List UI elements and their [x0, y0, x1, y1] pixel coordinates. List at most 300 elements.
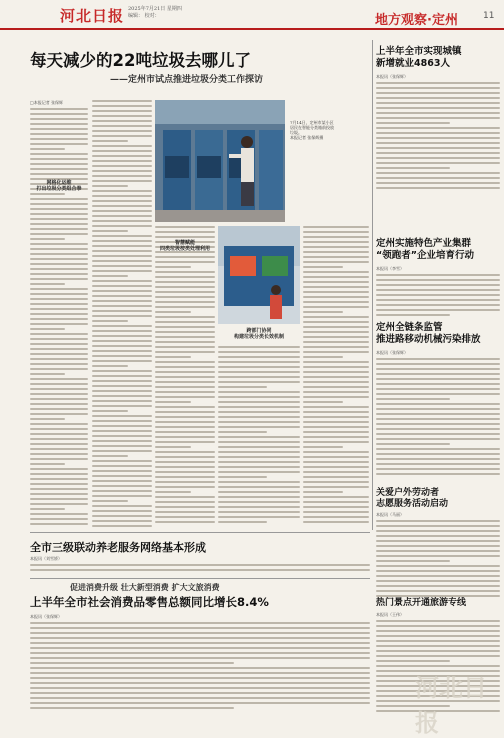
- text-line: [218, 481, 300, 483]
- text-line: [303, 431, 369, 433]
- right-story-5-title: 热门景点开通旅游专线: [376, 598, 467, 608]
- text-line: [155, 406, 215, 408]
- main-byline: □本报记者 张保辉: [30, 100, 64, 105]
- text-line: [376, 570, 500, 572]
- story-photo-2: [218, 226, 300, 324]
- text-line: [376, 645, 500, 647]
- text-line: [155, 431, 215, 433]
- text-line: [30, 642, 370, 644]
- text-line: [92, 120, 152, 122]
- text-line: [92, 325, 152, 327]
- main-story-col-1: [30, 100, 88, 530]
- text-line: [92, 210, 152, 212]
- text-line: [303, 366, 369, 368]
- text-line: [218, 386, 267, 388]
- subhead-3: 跨部门协同 构建垃圾分类长效机制: [233, 328, 284, 340]
- text-line: [218, 471, 300, 473]
- text-line: [303, 311, 343, 313]
- text-line: [92, 280, 152, 282]
- text-line: [303, 416, 369, 418]
- text-line: [376, 555, 500, 557]
- text-line: [92, 285, 152, 287]
- text-line: [155, 331, 215, 333]
- text-line: [218, 346, 300, 348]
- text-line: [376, 162, 500, 164]
- text-line: [30, 503, 88, 505]
- text-line: [303, 271, 369, 273]
- text-line: [30, 408, 88, 410]
- text-line: [30, 333, 88, 335]
- text-line: [30, 569, 370, 571]
- text-line: [30, 108, 88, 110]
- text-line: [376, 122, 450, 124]
- text-line: [30, 263, 88, 265]
- text-line: [30, 163, 88, 165]
- text-line: [30, 323, 88, 325]
- text-line: [30, 283, 65, 285]
- text-line: [376, 545, 500, 547]
- text-line: [92, 510, 152, 512]
- text-line: [92, 195, 152, 197]
- text-line: [376, 463, 500, 465]
- text-line: [376, 635, 500, 637]
- text-line: [92, 290, 152, 292]
- main-story-col-3: [155, 226, 215, 526]
- text-line: [92, 400, 152, 402]
- text-line: [376, 560, 450, 562]
- text-line: [30, 378, 88, 380]
- text-line: [376, 565, 500, 567]
- text-line: [376, 132, 500, 134]
- text-line: [218, 411, 300, 413]
- text-line: [303, 316, 369, 318]
- text-line: [92, 480, 152, 482]
- text-line: [30, 128, 88, 130]
- text-line: [30, 418, 65, 420]
- text-line: [92, 465, 152, 467]
- text-line: [218, 391, 300, 393]
- text-line: [30, 667, 370, 669]
- text-line: [30, 143, 88, 145]
- text-line: [376, 468, 500, 470]
- text-line: [155, 286, 215, 288]
- text-line: [303, 421, 369, 423]
- text-line: [303, 231, 369, 233]
- text-line: [218, 476, 267, 478]
- text-line: [30, 627, 370, 629]
- text-line: [30, 513, 88, 515]
- text-line: [303, 426, 369, 428]
- text-line: [30, 133, 88, 135]
- text-line: [30, 453, 88, 455]
- right-story-1-title: 上半年全市实现城镇 新增就业4863人: [376, 46, 462, 69]
- text-line: [155, 321, 215, 323]
- text-line: [376, 640, 500, 642]
- text-line: [30, 138, 88, 140]
- text-line: [155, 456, 215, 458]
- banner-2-rule: [30, 578, 370, 579]
- text-line: [92, 515, 152, 517]
- text-line: [376, 473, 500, 475]
- text-line: [92, 115, 152, 117]
- text-line: [30, 443, 88, 445]
- text-line: [376, 428, 500, 430]
- banner-2-title: 上半年全市社会消费品零售总额同比增长8.4%: [30, 595, 269, 609]
- text-line: [30, 483, 88, 485]
- text-line: [376, 187, 500, 189]
- text-line: [303, 391, 369, 393]
- main-story-col-4: [218, 346, 300, 526]
- text-line: [303, 441, 369, 443]
- text-line: [376, 368, 500, 370]
- text-line: [30, 368, 88, 370]
- text-line: [92, 240, 152, 242]
- text-line: [30, 682, 370, 684]
- text-line: [92, 170, 152, 172]
- text-line: [30, 173, 88, 175]
- text-line: [155, 336, 215, 338]
- text-line: [376, 167, 450, 169]
- text-line: [218, 381, 300, 383]
- text-line: [92, 260, 152, 262]
- text-line: [376, 585, 500, 587]
- text-line: [376, 279, 500, 281]
- text-line: [30, 448, 88, 450]
- text-line: [376, 82, 500, 84]
- text-line: [303, 466, 369, 468]
- text-line: [30, 308, 88, 310]
- text-line: [92, 130, 152, 132]
- text-line: [303, 301, 369, 303]
- right-story-4-title: 关爱户外劳动者 志愿服务活动启动: [376, 488, 449, 509]
- masthead: [0, 0, 504, 30]
- text-line: [92, 245, 152, 247]
- text-line: [155, 301, 215, 303]
- text-line: [218, 501, 300, 503]
- text-line: [92, 330, 152, 332]
- text-line: [376, 655, 500, 657]
- text-line: [155, 386, 215, 388]
- text-line: [303, 471, 369, 473]
- text-line: [303, 291, 369, 293]
- banner-1-title: 全市三级联动养老服务网络基本形成: [30, 541, 206, 554]
- text-line: [376, 112, 500, 114]
- text-line: [92, 235, 152, 237]
- text-line: [92, 460, 152, 462]
- text-line: [30, 343, 88, 345]
- text-line: [30, 677, 370, 679]
- text-line: [376, 299, 500, 301]
- text-line: [155, 521, 215, 523]
- right-story-3-title: 定州全链条监管 推进路移动机械污染排放: [376, 322, 481, 345]
- text-line: [92, 355, 152, 357]
- text-line: [376, 157, 500, 159]
- text-line: [92, 385, 152, 387]
- text-line: [218, 466, 300, 468]
- text-line: [92, 420, 152, 422]
- text-line: [376, 443, 450, 445]
- main-story-col-2: [92, 100, 152, 530]
- text-line: [92, 180, 152, 182]
- text-line: [30, 213, 88, 215]
- text-line: [303, 436, 369, 438]
- text-line: [30, 218, 88, 220]
- text-line: [30, 478, 88, 480]
- text-line: [30, 413, 88, 415]
- text-line: [92, 495, 152, 497]
- text-line: [376, 530, 500, 532]
- text-line: [30, 564, 370, 566]
- text-line: [303, 481, 369, 483]
- text-line: [376, 284, 500, 286]
- text-line: [376, 127, 500, 129]
- text-line: [155, 476, 215, 478]
- text-line: [30, 498, 88, 500]
- right-story-3-body: 本报讯（张保辉）: [376, 350, 500, 480]
- text-line: [155, 491, 191, 493]
- text-line: [92, 520, 152, 522]
- text-line: [155, 326, 215, 328]
- text-line: [376, 97, 500, 99]
- section-title: 地方观察·定州: [375, 13, 458, 28]
- text-line: [30, 298, 88, 300]
- text-line: [303, 236, 369, 238]
- text-line: [92, 145, 152, 147]
- right-story-4-body: 本报讯（马丽）: [376, 512, 500, 602]
- text-line: [92, 470, 152, 472]
- text-line: [303, 511, 369, 513]
- text-line: [376, 102, 500, 104]
- text-line: [30, 657, 370, 659]
- text-line: [92, 435, 152, 437]
- text-line: [30, 388, 88, 390]
- banner-2-kicker: 促进消费升级 壮大新型消费 扩大文旅消费: [70, 583, 220, 592]
- page-number: 11: [483, 11, 495, 21]
- text-line: [92, 505, 152, 507]
- text-line: [376, 575, 500, 577]
- text-line: [92, 255, 152, 257]
- text-line: [218, 366, 300, 368]
- text-line: [376, 383, 500, 385]
- text-line: [30, 148, 65, 150]
- text-line: [303, 406, 369, 408]
- text-line: [218, 426, 300, 428]
- text-line: [376, 580, 500, 582]
- text-line: [376, 87, 500, 89]
- text-line: [30, 278, 88, 280]
- text-line: [30, 652, 370, 654]
- text-line: [30, 672, 370, 674]
- text-line: [155, 501, 215, 503]
- text-line: [376, 660, 450, 662]
- text-line: [30, 338, 88, 340]
- text-line: [30, 687, 370, 689]
- text-line: [30, 662, 234, 664]
- text-line: [92, 350, 152, 352]
- text-line: [303, 451, 369, 453]
- text-line: [155, 376, 215, 378]
- text-line: [376, 590, 500, 592]
- text-line: [303, 276, 369, 278]
- text-line: [155, 421, 215, 423]
- text-line: [376, 453, 500, 455]
- text-line: [30, 318, 88, 320]
- text-line: [30, 433, 88, 435]
- text-line: [155, 471, 215, 473]
- text-line: [303, 326, 369, 328]
- text-line: [30, 258, 88, 260]
- text-line: [376, 540, 500, 542]
- text-line: [92, 220, 152, 222]
- main-subheadline: ——定州市试点推进垃圾分类工作探访: [110, 75, 264, 85]
- text-line: [376, 520, 500, 522]
- text-line: [155, 366, 215, 368]
- text-line: [92, 215, 152, 217]
- text-line: [155, 306, 215, 308]
- text-line: [155, 481, 215, 483]
- text-line: [376, 309, 500, 311]
- text-line: [155, 281, 215, 283]
- text-line: [30, 697, 370, 699]
- text-line: [92, 335, 152, 337]
- text-line: [376, 458, 500, 460]
- text-line: [155, 371, 215, 373]
- text-line: [92, 485, 152, 487]
- text-line: [92, 300, 152, 302]
- text-line: [155, 266, 191, 268]
- text-line: [218, 491, 300, 493]
- text-line: [376, 152, 500, 154]
- text-line: [155, 231, 215, 233]
- text-line: [303, 491, 343, 493]
- text-line: [303, 281, 369, 283]
- text-line: [30, 403, 88, 405]
- text-line: [155, 506, 215, 508]
- text-line: [155, 391, 215, 393]
- banner-2-body: 本报讯（张保辉）: [30, 614, 370, 716]
- text-line: [30, 313, 88, 315]
- text-line: [303, 401, 343, 403]
- main-headline: 每天减少的22吨垃圾去哪儿了: [30, 51, 251, 70]
- text-line: [30, 488, 88, 490]
- text-line: [155, 271, 215, 273]
- text-line: [155, 461, 215, 463]
- text-line: [303, 306, 369, 308]
- text-line: [92, 490, 152, 492]
- text-line: [218, 456, 300, 458]
- text-line: [218, 446, 300, 448]
- text-line: [218, 356, 300, 358]
- newspaper-logo: 河北日报: [60, 7, 125, 25]
- text-line: [155, 451, 215, 453]
- text-line: [218, 511, 300, 513]
- text-line: [218, 506, 300, 508]
- text-line: [376, 107, 500, 109]
- text-line: [376, 289, 500, 291]
- text-line: [92, 500, 128, 502]
- text-line: [303, 476, 369, 478]
- text-line: [376, 630, 500, 632]
- text-line: [92, 430, 152, 432]
- text-line: [155, 436, 215, 438]
- text-line: [30, 692, 370, 694]
- text-line: [155, 416, 215, 418]
- text-line: [92, 175, 152, 177]
- text-line: [30, 238, 65, 240]
- text-line: [30, 233, 88, 235]
- text-line: [92, 250, 152, 252]
- text-line: [30, 193, 65, 195]
- text-line: [155, 311, 191, 313]
- text-line: [92, 190, 152, 192]
- text-line: [376, 398, 450, 400]
- text-line: [303, 396, 369, 398]
- text-line: [30, 468, 88, 470]
- text-line: [30, 293, 88, 295]
- text-line: [303, 256, 369, 258]
- text-line: [92, 315, 152, 317]
- text-line: [92, 140, 128, 142]
- text-line: [218, 396, 300, 398]
- text-line: [30, 248, 88, 250]
- text-line: [303, 521, 369, 523]
- text-line: [92, 475, 152, 477]
- text-line: [303, 336, 369, 338]
- text-line: [376, 142, 500, 144]
- text-line: [376, 373, 500, 375]
- text-line: [92, 265, 152, 267]
- text-line: [303, 371, 369, 373]
- text-line: [303, 516, 369, 518]
- text-line: [218, 521, 267, 523]
- text-line: [155, 466, 215, 468]
- text-line: [376, 408, 500, 410]
- text-line: [218, 371, 300, 373]
- text-line: [218, 401, 300, 403]
- text-line: [92, 380, 152, 382]
- text-line: [30, 393, 88, 395]
- text-line: [376, 358, 500, 360]
- text-line: [30, 243, 88, 245]
- text-line: [303, 386, 369, 388]
- text-line: [376, 525, 500, 527]
- text-line: [30, 518, 88, 520]
- text-line: [155, 381, 215, 383]
- text-line: [30, 273, 88, 275]
- subhead-2: 智慧赋能 四类垃圾按类处理利用: [159, 240, 210, 252]
- text-line: [376, 137, 500, 139]
- text-line: [92, 200, 152, 202]
- text-line: [303, 361, 369, 363]
- text-line: [303, 356, 343, 358]
- text-line: [218, 496, 300, 498]
- text-line: [303, 446, 343, 448]
- text-line: [376, 182, 500, 184]
- text-line: [303, 286, 369, 288]
- text-line: [155, 276, 215, 278]
- text-line: [155, 316, 215, 318]
- banner-1-body: 本报讯（刘雪娇）: [30, 556, 370, 576]
- main-story-col-5: [303, 226, 369, 526]
- text-line: [376, 378, 500, 380]
- text-line: [155, 236, 215, 238]
- text-line: [303, 321, 369, 323]
- text-line: [92, 395, 152, 397]
- text-line: [30, 373, 65, 375]
- text-line: [30, 637, 370, 639]
- text-line: [30, 622, 370, 624]
- text-line: [218, 461, 300, 463]
